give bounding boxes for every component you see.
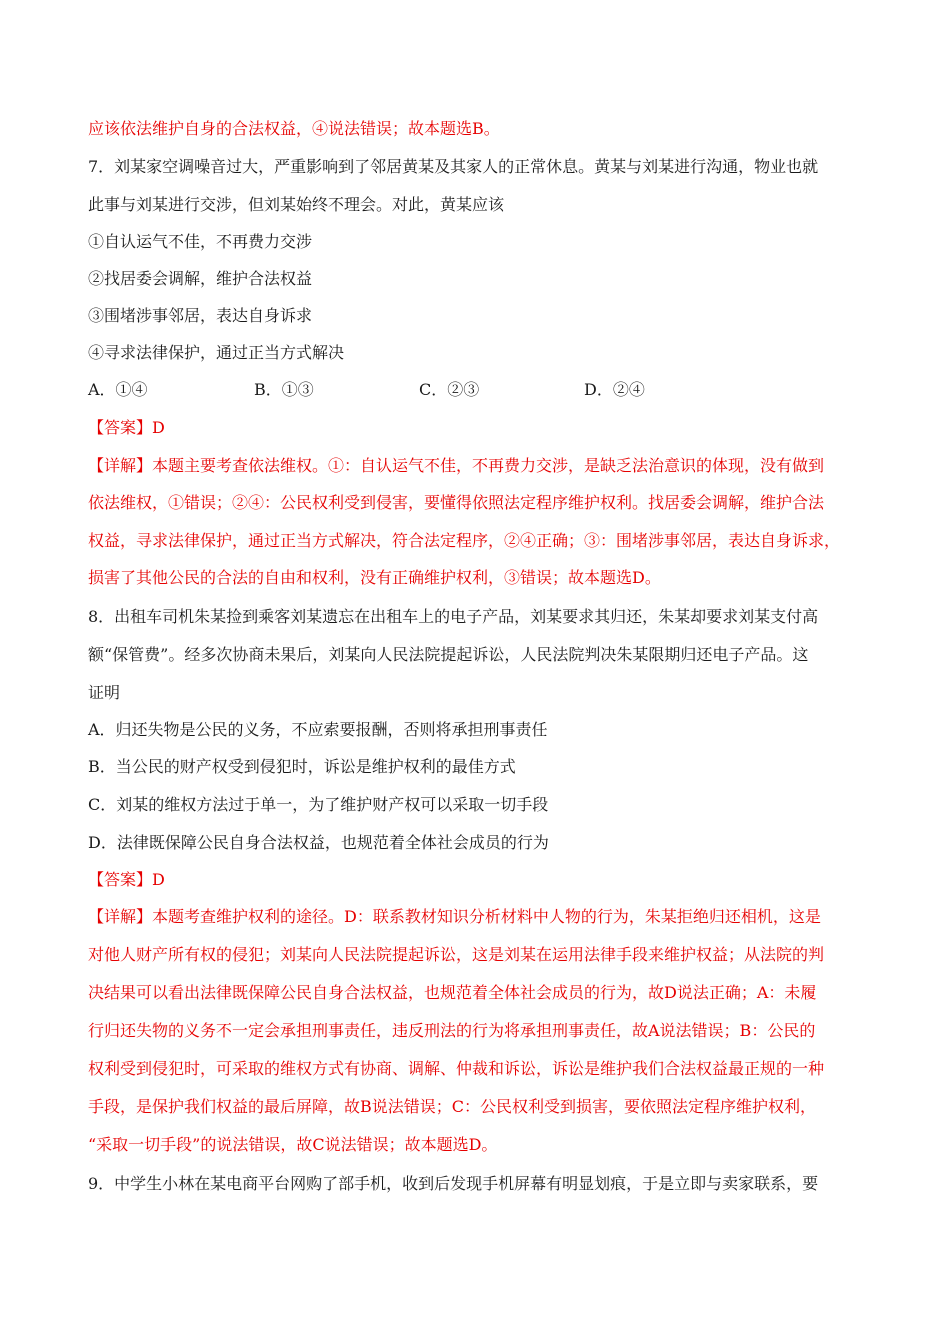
q7-analysis-line-1: 【详解】本题主要考查依法维权。①：自认运气不佳，不再费力交涉，是缺乏法治意识的体现，没有做到 [88, 456, 825, 475]
q7-statement-3: ③围堵涉事邻居，表达自身诉求 [88, 306, 313, 325]
q7-statement-4: ④寻求法律保护，通过正当方式解决 [88, 343, 345, 362]
q8-option-a: A．归还失物是公民的义务，不应索要报酬，否则将承担刑事责任 [88, 720, 548, 739]
q8-analysis-line-6: 手段，是保护我们权益的最后屏障，故B说法错误；C：公民权利受到损害，要依照法定程序维护权利， [88, 1097, 817, 1116]
q7-analysis-line-4: 损害了其他公民的合法的自由和权利，没有正确维护权利，③错误；故本题选D。 [88, 568, 661, 587]
q8-stem-line-2: 额“保管费”。经多次协商未果后，刘某向人民法院提起诉讼，人民法院判决朱某限期归还电子产品。这 [88, 645, 809, 664]
q7-option-a: A．①④ [88, 380, 148, 399]
q7-analysis-line-2: 依法维权，①错误；②④：公民权利受到侵害，要懂得依照法定程序维护权利。找居委会调解，维护合法 [88, 493, 825, 512]
q7-option-c: C．②③ [419, 380, 480, 399]
q9-stem-line-1: 9．中学生小林在某电商平台网购了部手机，收到后发现手机屏幕有明显划痕，于是立即与卖家联系，要 [88, 1174, 819, 1193]
q7-stem-line-2: 此事与刘某进行交涉，但刘某始终不理会。对此，黄某应该 [88, 195, 505, 214]
q7-option-b: B．①③ [254, 380, 314, 399]
q8-answer: 【答案】D [88, 870, 165, 889]
q8-option-b: B．当公民的财产权受到侵犯时，诉讼是维护权利的最佳方式 [88, 757, 516, 776]
q8-stem-line-3: 证明 [88, 683, 121, 702]
q8-analysis-line-7: “采取一切手段”的说法错误，故C说法错误；故本题选D。 [88, 1135, 498, 1154]
q8-option-c: C．刘某的维权方法过于单一，为了维护财产权可以采取一切手段 [88, 795, 549, 814]
q7-options [88, 378, 878, 402]
q8-analysis-line-4: 行归还失物的义务不一定会承担刑事责任，违反刑法的行为将承担刑事责任，故A说法错误；B：公民的 [88, 1021, 816, 1040]
q8-analysis-line-3: 决结果可以看出法律既保障公民自身合法权益，也规范着全体社会成员的行为，故D说法正确；A：未履 [88, 983, 817, 1002]
previous-analysis-tail: 应该依法维护自身的合法权益，④说法错误；故本题选B。 [88, 119, 500, 138]
q7-option-d: D．②④ [584, 380, 645, 399]
q7-analysis-line-3: 权益，寻求法律保护，通过正当方式解决，符合法定程序，②④正确；③：围堵涉事邻居，表达自身诉求， [88, 531, 841, 550]
q8-stem-line-1: 8．出租车司机朱某捡到乘客刘某遗忘在出租车上的电子产品，刘某要求其归还，朱某却要求刘某支付高 [88, 607, 819, 626]
q7-statement-2: ②找居委会调解，维护合法权益 [88, 269, 313, 288]
q8-option-d: D．法律既保障公民自身合法权益，也规范着全体社会成员的行为 [88, 833, 549, 852]
q7-answer: 【答案】D [88, 418, 165, 437]
q7-statement-1: ①自认运气不佳，不再费力交涉 [88, 232, 313, 251]
q8-analysis-line-5: 权利受到侵犯时，可采取的维权方式有协商、调解、仲裁和诉讼，诉讼是维护我们合法权益最正规的一种 [88, 1059, 825, 1078]
q7-stem-line-1: 7．刘某家空调噪音过大，严重影响到了邻居黄某及其家人的正常休息。黄某与刘某进行沟通，物业也就 [88, 157, 819, 176]
q8-analysis-line-1: 【详解】本题考查维护权利的途径。D：联系教材知识分析材料中人物的行为，朱某拒绝归还相机，这是 [88, 907, 821, 926]
q8-analysis-line-2: 对他人财产所有权的侵犯；刘某向人民法院提起诉讼，这是刘某在运用法律手段来维护权益；从法院的判 [88, 945, 825, 964]
